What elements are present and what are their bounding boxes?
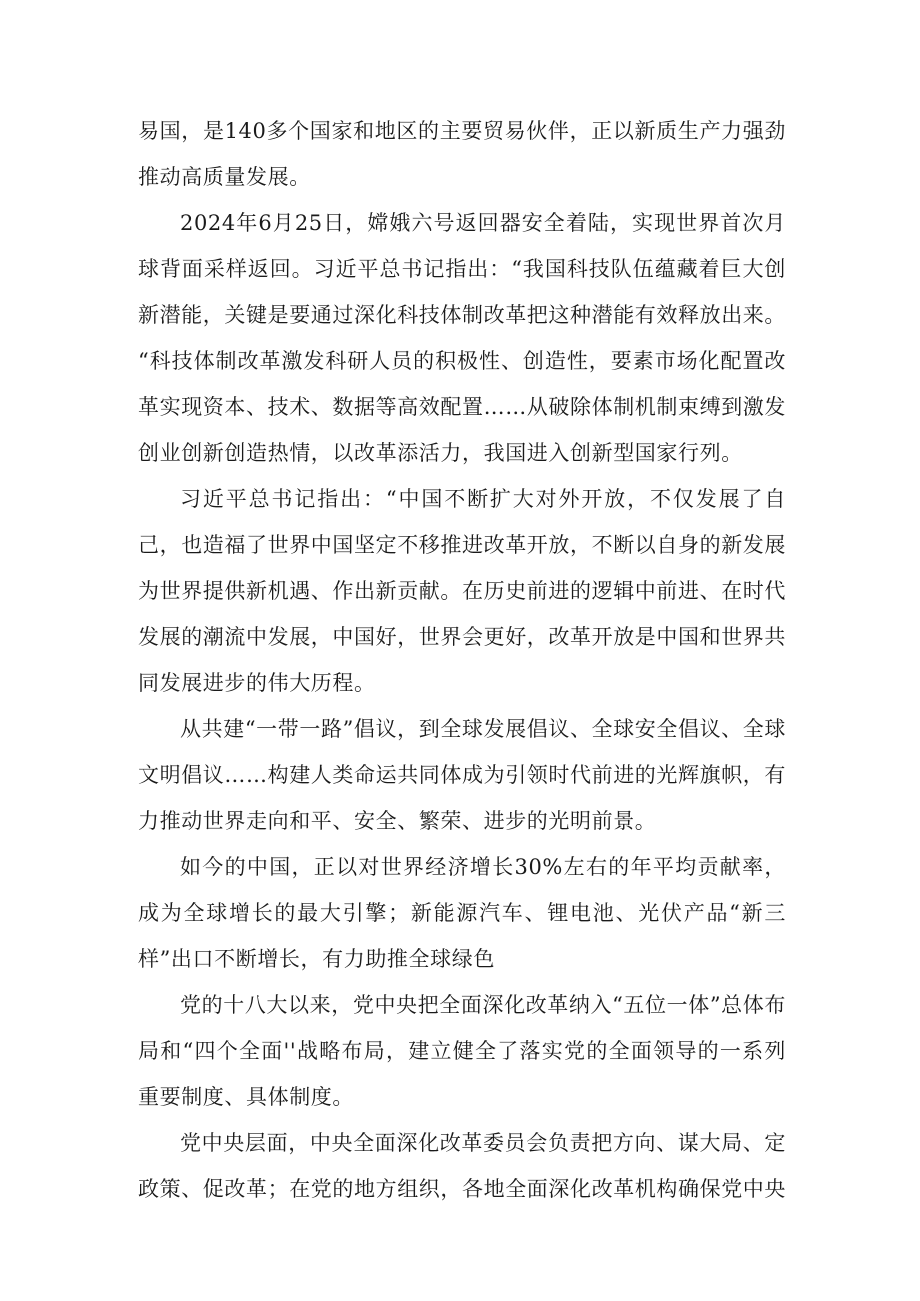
paragraph-trade-continued: 易国，是140多个国家和地区的主要贸易伙伴，正以新质生产力强劲推动高质量发展。 [138,119,786,189]
paragraph-eighteenth-congress: 党的十八大以来，党中央把全面深化改革纳入“五位一体”总体布局和“四个全面''战略布局，建立健全了落实党的全面领导的一系列重要制度、具体制度。 [138,993,786,1109]
paragraph-central-level: 党中央层面，中央全面深化改革委员会负责把方向、谋大局、定政策、促改革；在党的地方组织，各地全面深化改革机构确保党中央 [138,1131,786,1201]
paragraph-opening-up: 习近平总书记指出：“中国不断扩大对外开放，不仅发展了自己，也造福了世界中国坚定不移推进改革开放，不断以自身的新发展为世界提供新机遇、作出新贡献。在历史前进的逻辑中前进、在时代发展的潮流中发展，中国好，世界会更好，改革开放是中国和世界共同发展进步的伟大历程。 [138,487,786,695]
document-body [138,108,786,1212]
paragraph-belt-and-road: 从共建“一带一路”倡议，到全球发展倡议、全球安全倡议、全球文明倡议……构建人类命运共同体成为引领时代前进的光辉旗帜，有力推动世界走向和平、安全、繁荣、进步的光明前景。 [138,717,786,833]
paragraph-change6: 2024年6月25日，嫦娥六号返回器安全着陆，实现世界首次月球背面采样返回。习近平总书记指出：“我国科技队伍蕴藏着巨大创新潜能，关键是要通过深化科技体制改革把这种潜能有效释放出来。 [138,211,786,327]
paragraph-tech-reform: “科技体制改革激发科研人员的积极性、创造性，要素市场化配置改革实现资本、技术、数据等高效配置……从破除体制机制束缚到激发创业创新创造热情，以改革添活力，我国进入创新型国家行列。 [138,349,786,465]
paragraph-global-growth: 如今的中国，正以对世界经济增长30%左右的年平均贡献率，成为全球增长的最大引擎；新能源汽车、锂电池、光伏产品“新三样”出口不断增长，有力助推全球绿色 [138,855,786,971]
